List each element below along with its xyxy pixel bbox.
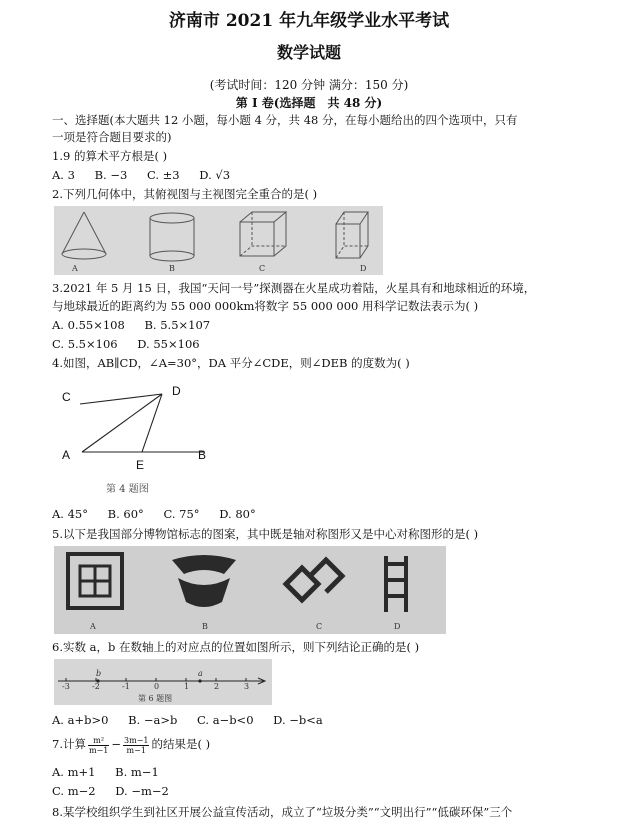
q6-option-b: B. −a>b	[128, 713, 178, 727]
q5-stem: 5.以下是我国部分博物馆标志的图案，其中既是轴对称图形又是中心对称图形的是( )	[52, 527, 479, 541]
q4-point-e: E	[136, 458, 145, 472]
subject-title: 数学试题	[276, 43, 341, 62]
solids-drawing	[54, 206, 383, 275]
q4-stem: 4.如图，AB∥CD，∠A=30°，DA 平分∠CDE，则∠DEB 的度数为( )	[52, 356, 410, 370]
q6-option-d: D. −b<a	[273, 713, 323, 727]
q7-option-b: B. m−1	[115, 765, 159, 779]
q4-option-a: A. 45°	[52, 507, 88, 521]
q5-label-a: A	[90, 622, 96, 631]
q6-tick-neg1: -1	[122, 682, 130, 691]
q1-option-c: C. ±3	[146, 168, 180, 182]
q2-stem: 2.下列几何体中，其俯视图与主视图完全重合的是( )	[52, 187, 318, 201]
q7-minus: −	[111, 737, 122, 751]
q4-point-b: B	[198, 448, 207, 462]
q6-caption: 第 6 题图	[138, 694, 173, 703]
q6-options	[52, 712, 339, 728]
q1-options	[52, 167, 246, 183]
q1-stem: 1.9 的算术平方根是( )	[52, 149, 168, 163]
q7-fraction-2	[123, 736, 149, 755]
q5-label-d: D	[394, 622, 401, 631]
q3-options-row1	[52, 317, 226, 333]
q4-point-c: C	[62, 390, 71, 404]
q1-option-d: D. √3	[199, 168, 231, 182]
q2-label-c: C	[259, 264, 266, 273]
q7-suffix: 的结果是( )	[151, 737, 211, 751]
q6-point-b: b	[96, 669, 102, 678]
q3-option-c: C. 5.5×106	[52, 337, 118, 351]
q5-logos-figure	[54, 546, 446, 634]
q4-figure	[58, 378, 228, 498]
q3-stem-2: 与地球最近的距离约为 55 000 000km将数字 55 000 000 用科学记数法表示为( )	[52, 299, 479, 313]
q4-option-d: D. 80°	[219, 507, 256, 521]
q3-options-row2	[52, 336, 216, 352]
q2-label-a: A	[72, 264, 78, 273]
q1-option-a: A. 3	[52, 168, 75, 182]
q7-frac1-denominator: m−1	[88, 745, 109, 755]
q1-option-b: B. −3	[94, 168, 128, 182]
q6-tick-neg2: -2	[92, 682, 100, 691]
q7-frac2-numerator: 3m−1	[124, 735, 149, 745]
q3-option-b: B. 5.5×107	[144, 318, 211, 332]
museum-logos-drawing	[54, 546, 446, 622]
exam-title: 济南市 2021 年九年级学业水平考试	[168, 11, 450, 31]
q6-number-line-figure	[54, 659, 272, 705]
q6-tick-3: 3	[244, 682, 250, 691]
exam-info: (考试时间：120 分钟 满分：150 分)	[209, 78, 409, 92]
q6-tick-2: 2	[214, 682, 220, 691]
q2-label-d: D	[360, 264, 367, 273]
q3-option-d: D. 55×106	[137, 337, 200, 351]
q4-option-b: B. 60°	[107, 507, 144, 521]
section-instructions-2: 一项是符合题目要求的)	[52, 130, 172, 144]
q3-stem-1: 3.2021 年 5 月 15 日，我国“天问一号”探测器在火星成功着陆，火星具有和地球相近的环境，	[52, 281, 536, 295]
q8-stem: 8.某学校组织学生到社区开展公益宣传活动，成立了“垃圾分类”“文明出行”“低碳环保”三个	[52, 805, 513, 819]
q7-fraction-1	[88, 736, 109, 755]
q7-options-row1	[52, 764, 175, 780]
q7-options-row2	[52, 783, 185, 799]
q6-tick-neg3: -3	[62, 682, 70, 691]
q7-frac2-denominator: m−1	[126, 745, 146, 755]
q7-option-d: D. −m−2	[115, 784, 169, 798]
q7-option-c: C. m−2	[52, 784, 96, 798]
q4-option-c: C. 75°	[163, 507, 200, 521]
q4-options	[52, 506, 272, 522]
q4-point-d: D	[172, 384, 181, 398]
q6-stem: 6.实数 a，b 在数轴上的对应点的位置如图所示，则下列结论正确的是( )	[52, 640, 420, 654]
q3-option-a: A. 0.55×108	[52, 318, 125, 332]
q7-prefix: 7.计算	[52, 737, 86, 751]
q6-option-a: A. a+b>0	[52, 713, 109, 727]
q6-option-c: C. a−b<0	[197, 713, 254, 727]
section-instructions-1: 一、选择题(本大题共 12 小题，每小题 4 分，共 48 分，在每小题给出的四个选项中，只有	[52, 113, 518, 127]
volume-title: 第 I 卷(选择题 共 48 分)	[235, 96, 383, 110]
q7-stem	[52, 734, 210, 755]
q7-option-a: A. m+1	[52, 765, 96, 779]
q5-label-c: C	[316, 622, 323, 631]
q6-tick-1: 1	[184, 682, 190, 691]
q4-point-a: A	[62, 448, 71, 462]
q5-label-b: B	[202, 622, 208, 631]
q2-label-b: B	[169, 264, 175, 273]
q7-frac1-numerator: m²	[88, 736, 109, 746]
q6-tick-0: 0	[154, 682, 160, 691]
q4-caption: 第 4 题图	[106, 484, 149, 495]
q6-point-a: a	[198, 669, 203, 678]
q2-solids-figure	[54, 206, 383, 275]
